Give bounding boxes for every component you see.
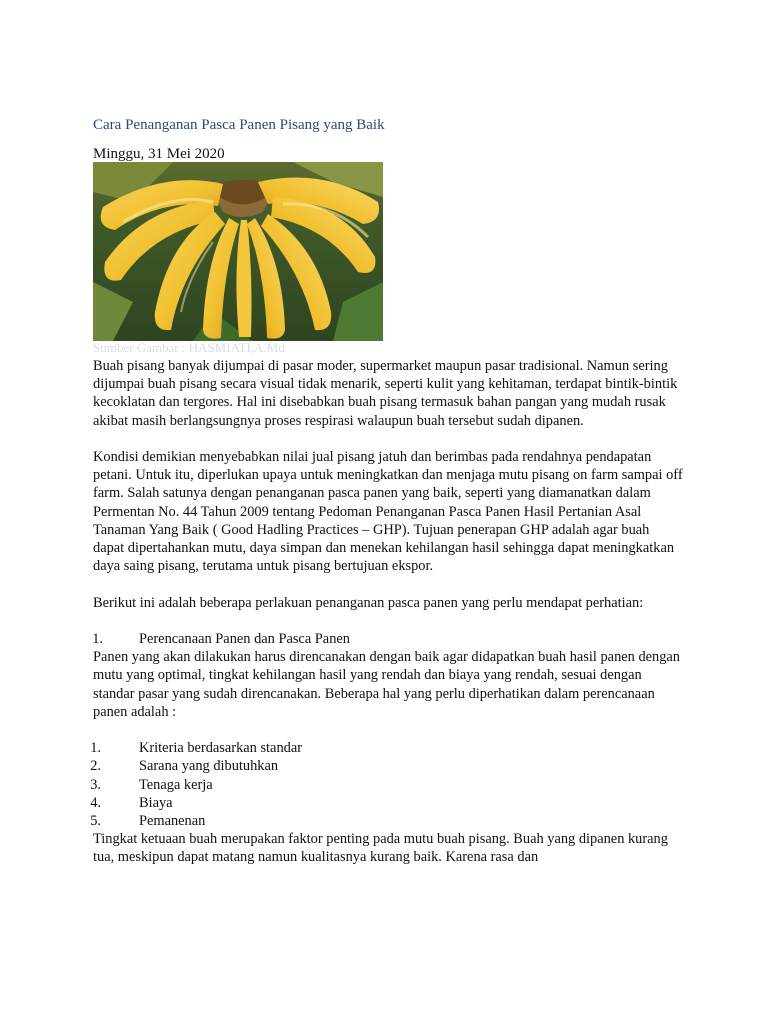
list-number: 3. <box>90 776 101 793</box>
list-number: 4. <box>90 794 101 811</box>
list-item <box>90 812 683 830</box>
article-body <box>90 357 683 867</box>
list-number: 1. <box>90 740 101 757</box>
paragraph: Panen yang akan dilakukan harus direncanakan dengan baik agar didapatkan buah hasil panen dengan mutu yang optimal, tingkat kehilangan hasil yang rendah dan biaya yang rendah, sesuai dengan standar pasar yang sudah direncanakan. Beberapa hal yang perlu diperhatikan dalam perencanaan panen adalah : <box>93 649 680 720</box>
article-date: Minggu, 31 Mei 2020 <box>93 146 225 162</box>
list-number: 1. <box>92 631 103 647</box>
list-label: Sarana yang dibutuhkan <box>139 758 279 775</box>
list-label: Biaya <box>139 794 173 811</box>
list-label: Kriteria berdasarkan standar <box>139 740 303 757</box>
paragraph: Buah pisang banyak dijumpai di pasar moder, supermarket maupun pasar tradisional. Namun sering dijumpai buah pisang secara visual tidak menarik, seperti kulit yang kehitaman, terdapat bintik-bintik kecoklatan dan tergores. Hal ini disebabkan buah pisang termasuk bahan pangan yang mudah rusak akibat masih berlangsungnya proses respirasi walaupun buah tersebut sudah dipanen. <box>93 358 678 429</box>
list-number: 2. <box>90 758 101 775</box>
list-label: Perencanaan Panen dan Pasca Panen <box>139 631 350 647</box>
list-item <box>90 739 683 757</box>
paragraph: Tingkat ketuaan buah merupakan faktor penting pada mutu buah pisang. Buah yang dipanen kurang tua, meskipun dapat matang namun kualitasnya kurang baik. Karena rasa dan <box>93 831 668 866</box>
list-item <box>90 794 683 812</box>
section-heading <box>93 630 683 648</box>
list-item <box>90 776 683 794</box>
paragraph: Berikut ini adalah beberapa perlakuan penanganan pasca panen yang perlu mendapat perhatian: <box>93 594 644 611</box>
list-label: Pemanenan <box>139 813 206 830</box>
list-number: 5. <box>90 813 101 830</box>
image-caption: Sumber Gambar : HASMIATI,A.Md <box>93 340 285 355</box>
banana-bunch-photo <box>93 162 383 341</box>
paragraph: Kondisi demikian menyebabkan nilai jual pisang jatuh dan berimbas pada rendahnya pendapatan petani. Untuk itu, diperlukan upaya untuk meningkatkan dan menjaga mutu pisang on farm sampai off farm. Salah satunya dengan penanganan pasca panen yang baik, seperti yang diamanatkan dalam Permentan No. 44 Tahun 2009 tentang Pedoman Penanganan Pasca Panen Hasil Pertanian Asal Tanaman Yang Baik ( Good Hadling Practices – GHP). Tujuan penerapan GHP adalah agar buah dapat dipertahankan mutu, daya simpan dan menekan kehilangan hasil sehingga dapat meningkatkan daya saing pisang, terutama untuk pisang bertujuan ekspor. <box>93 449 683 575</box>
article-title: Cara Penanganan Pasca Panen Pisang yang Baik <box>93 117 385 133</box>
list-label: Tenaga kerja <box>139 776 213 793</box>
list-item <box>90 757 683 775</box>
